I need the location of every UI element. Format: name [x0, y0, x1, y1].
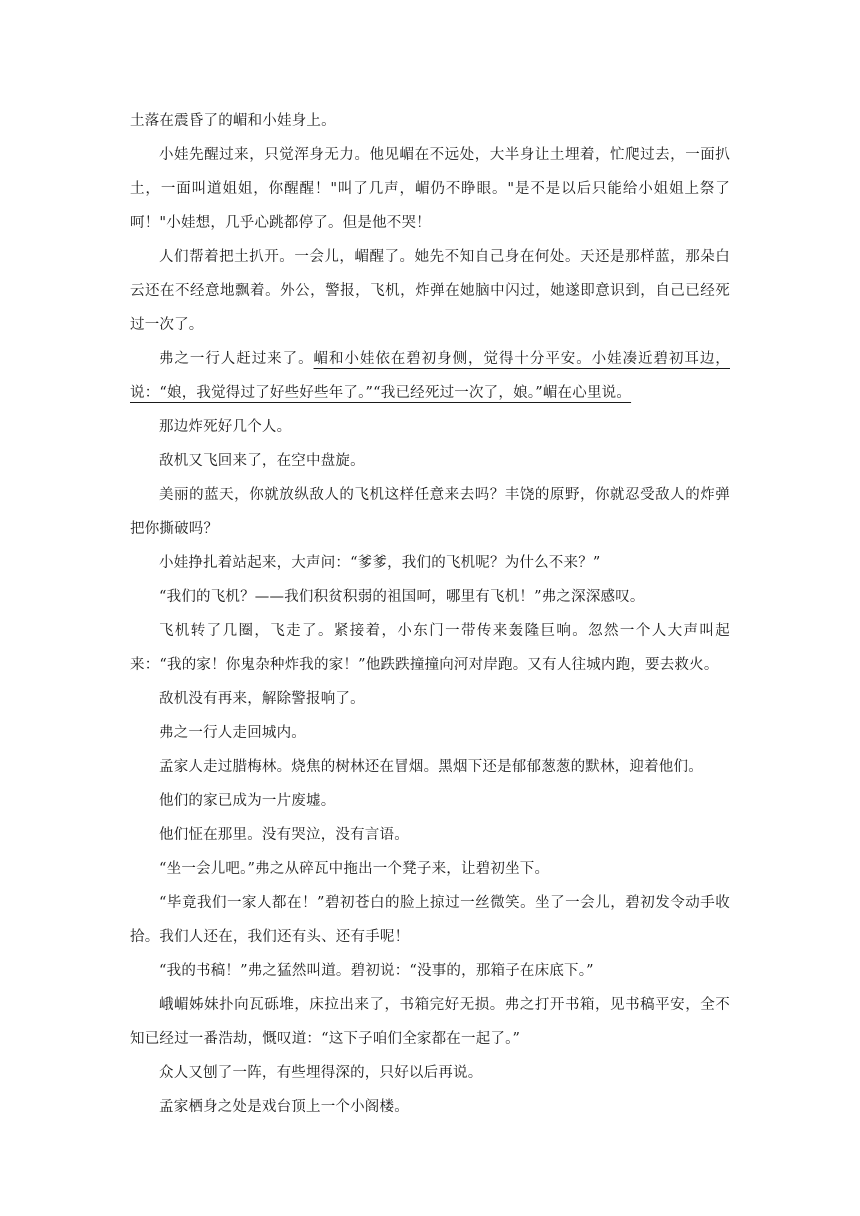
paragraph: 他们怔在那里。没有哭泣，没有言语。 [159, 827, 409, 843]
underlined-passage: 嵋和小娃依在碧初身侧，觉得十分平安。小娃凑近碧初耳边，说：“娘，我觉得过了好些好些年了。”“我已经死过一次了，娘。”嵋在心里说。 [130, 351, 730, 401]
paragraph: 孟家人走过腊梅林。烧焦的树林还在冒烟。黑烟下还是郁郁葱葱的默林，迎着他们。 [159, 759, 703, 775]
paragraph: 土落在震昏了的嵋和小娃身上。 [130, 113, 336, 129]
paragraph: 敌机又飞回来了，在空中盘旋。 [159, 453, 365, 469]
paragraph-plain-part: 弗之一行人赶过来了。 [159, 351, 314, 367]
paragraph: 众人又刨了一阵，有些埋得深的，只好以后再说。 [159, 1065, 483, 1081]
paragraph: 敌机没有再来，解除警报响了。 [159, 691, 365, 707]
paragraph: 飞机转了几圈，飞走了。紧接着，小东门一带传来轰隆巨响。忽然一个人大声叫起来：“我的家！你鬼杂种炸我的家！”他跌跌撞撞向河对岸跑。又有人往城内跑，要去救火。 [130, 623, 730, 673]
body-text [130, 104, 730, 1124]
paragraph: 人们帮着把土扒开。一会儿，嵋醒了。她先不知自己身在何处。天还是那样蓝，那朵白云还在不经意地飘着。外公，警报，飞机，炸弹在她脑中闪过，她遂即意识到，自己已经死过一次了。 [130, 249, 730, 333]
paragraph: 小娃挣扎着站起来，大声问：“爹爹，我们的飞机呢？为什么不来？” [159, 555, 601, 571]
paragraph: “毕竟我们一家人都在！”碧初苍白的脸上掠过一丝微笑。坐了一会儿，碧初发令动手收拾。我们人还在，我们还有头、还有手呢！ [130, 895, 730, 945]
paragraph: 孟家栖身之处是戏台顶上一个小阁楼。 [159, 1099, 409, 1115]
paragraph: “坐一会儿吧。”弗之从碎瓦中拖出一个凳子来，让碧初坐下。 [159, 861, 550, 877]
paragraph: “我的书稿！”弗之猛然叫道。碧初说：“没事的，那箱子在床底下。” [159, 963, 594, 979]
paragraph: “我们的飞机？——我们积贫积弱的祖国呵，哪里有飞机！”弗之深深感叹。 [159, 589, 645, 605]
paragraph: 他们的家已成为一片废墟。 [159, 793, 336, 809]
paragraph: 弗之一行人走回城内。 [159, 725, 306, 741]
paragraph: 峨嵋姊妹扑向瓦砾堆，床拉出来了，书箱完好无损。弗之打开书箱，见书稿平安，全不知已经过一番浩劫，慨叹道：“这下子咱们全家都在一起了。” [130, 997, 730, 1047]
paragraph: 小娃先醒过来，只觉浑身无力。他见嵋在不远处，大半身让土埋着，忙爬过去，一面扒土，一面叫道姐姐，你醒醒！"叫了几声，嵋仍不睁眼。"是不是以后只能给小姐姐上祭了呵！"小娃想，几乎心跳都停了。但是他不哭！ [130, 147, 730, 231]
paragraph: 那边炸死好几个人。 [159, 419, 292, 435]
paragraph [130, 342, 730, 410]
paragraph: 美丽的蓝天，你就放纵敌人的飞机这样任意来去吗？丰饶的原野，你就忍受敌人的炸弹把你撕破吗？ [130, 487, 730, 537]
